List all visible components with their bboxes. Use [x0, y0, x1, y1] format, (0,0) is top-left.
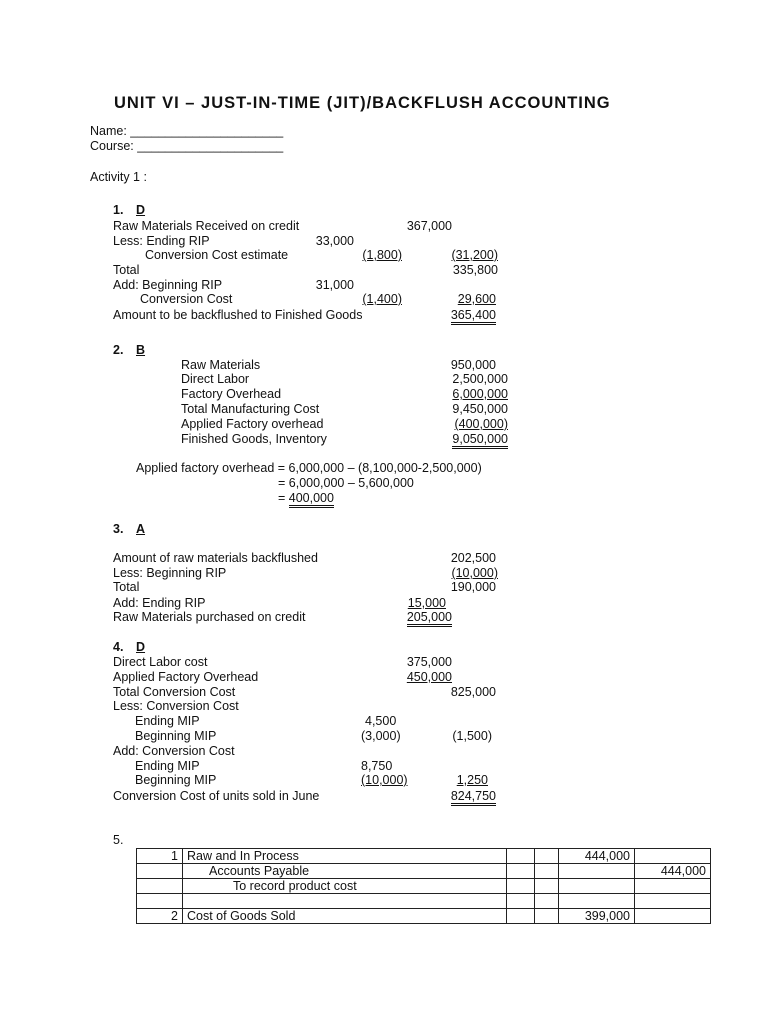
- empty-cell: [507, 879, 535, 894]
- q4-row-label: Beginning MIP: [135, 773, 217, 787]
- empty-cell: [507, 864, 535, 879]
- q4-row-value: 4,500: [365, 714, 397, 728]
- q2-computation-result: 400,000: [289, 491, 334, 508]
- q4-row-value: 1,250: [456, 773, 488, 787]
- q4-row-label: Add: Conversion Cost: [113, 744, 235, 758]
- q3-answer: A: [136, 522, 146, 536]
- empty-cell: [535, 894, 559, 909]
- empty-cell: [535, 864, 559, 879]
- account-name: [183, 894, 507, 909]
- q2-row-label: Finished Goods, Inventory: [181, 432, 327, 446]
- q1-answer: D: [136, 203, 146, 217]
- q4-row-value: (1,500): [452, 729, 492, 743]
- q2-row-value: 2,500,000: [452, 372, 508, 386]
- table-row: [137, 909, 711, 924]
- q1-number: 1.: [113, 203, 124, 217]
- q1-row-value: 29,600: [457, 292, 496, 306]
- q1-row-label: Add: Beginning RIP: [113, 278, 223, 292]
- entry-number: 1: [137, 849, 183, 864]
- account-name: Cost of Goods Sold: [183, 909, 507, 924]
- account-name: Accounts Payable: [183, 864, 507, 879]
- q4-row-label: Beginning MIP: [135, 729, 217, 743]
- q4-row-label: Total Conversion Cost: [113, 685, 236, 699]
- account-name: To record product cost: [183, 879, 507, 894]
- q3-row-value: (10,000): [451, 566, 498, 580]
- q1-row-value: 31,000: [315, 278, 354, 292]
- entry-number: [137, 879, 183, 894]
- q4-row-value: (3,000): [361, 729, 401, 743]
- q2-row-label: Raw Materials: [181, 358, 261, 372]
- q1-row-label: Amount to be backflushed to Finished Goods: [113, 308, 363, 322]
- q1-row-label: Less: Ending RIP: [113, 234, 210, 248]
- q4-row-value: 824,750: [451, 789, 496, 806]
- q3-row-label: Total: [113, 580, 140, 594]
- q1-row-value: 365,400: [451, 308, 496, 325]
- q4-row-value: (10,000): [361, 773, 408, 787]
- q3-row-label: Less: Beginning RIP: [113, 566, 227, 580]
- q2-row-value: 950,000: [450, 358, 496, 372]
- debit-amount: [559, 894, 635, 909]
- q4-row-label: Applied Factory Overhead: [113, 670, 259, 684]
- q4-row-value: 825,000: [450, 685, 496, 699]
- q4-row-label: Direct Labor cost: [113, 655, 208, 669]
- q3-row-value: 190,000: [450, 580, 496, 594]
- q1-row-value: 367,000: [406, 219, 452, 233]
- q2-number: 2.: [113, 343, 124, 357]
- q1-row-value: (1,400): [362, 292, 402, 306]
- credit-amount: [635, 879, 711, 894]
- q1-row-value: 33,000: [315, 234, 354, 248]
- entry-number: 2: [137, 909, 183, 924]
- q2-row-value: (400,000): [454, 417, 508, 431]
- q2-computation-line: Applied factory overhead = 6,000,000 – (8,100,000-2,500,000): [136, 461, 482, 475]
- activity-label: Activity 1 :: [90, 170, 147, 184]
- q1-row-label: Conversion Cost estimate: [145, 248, 289, 262]
- table-row: [137, 864, 711, 879]
- q1-row-label: Raw Materials Received on credit: [113, 219, 300, 233]
- empty-cell: [535, 879, 559, 894]
- q5-number: 5.: [113, 833, 124, 847]
- q4-row-label: Less: Conversion Cost: [113, 699, 239, 713]
- q4-row-label: Conversion Cost of units sold in June: [113, 789, 320, 803]
- debit-amount: 399,000: [559, 909, 635, 924]
- course-field: Course: _____________________: [90, 139, 284, 153]
- credit-amount: [635, 909, 711, 924]
- q3-row-value: 202,500: [450, 551, 496, 565]
- empty-cell: [535, 909, 559, 924]
- q3-row-label: Add: Ending RIP: [113, 596, 206, 610]
- q1-row-value: 335,800: [452, 263, 498, 277]
- q2-row-label: Direct Labor: [181, 372, 250, 386]
- debit-amount: [559, 879, 635, 894]
- table-row: [137, 849, 711, 864]
- journal-entry-table: [136, 848, 711, 924]
- q2-row-value: 9,450,000: [452, 402, 508, 416]
- q4-row-value: 375,000: [406, 655, 452, 669]
- table-row: [137, 894, 711, 909]
- q3-row-label: Amount of raw materials backflushed: [113, 551, 318, 565]
- empty-cell: [507, 849, 535, 864]
- q1-row-label: Conversion Cost: [140, 292, 233, 306]
- q3-row-value: 15,000: [407, 596, 446, 610]
- page-title: UNIT VI – JUST-IN-TIME (JIT)/BACKFLUSH ACCOUNTING: [114, 94, 611, 112]
- q3-row-label: Raw Materials purchased on credit: [113, 610, 306, 624]
- name-field: Name: ______________________: [90, 124, 284, 138]
- empty-cell: [507, 894, 535, 909]
- q1-row-label: Total: [113, 263, 140, 277]
- credit-amount: [635, 894, 711, 909]
- debit-amount: 444,000: [559, 849, 635, 864]
- q3-row-value: 205,000: [407, 610, 452, 627]
- empty-cell: [535, 849, 559, 864]
- q3-number: 3.: [113, 522, 124, 536]
- q2-computation-line: = 6,000,000 – 5,600,000: [278, 476, 414, 490]
- entry-number: [137, 864, 183, 879]
- empty-cell: [507, 909, 535, 924]
- q4-row-label: Ending MIP: [135, 714, 200, 728]
- q2-row-value: 6,000,000: [452, 387, 508, 401]
- q2-row-label: Applied Factory overhead: [181, 417, 324, 431]
- q4-row-value: 8,750: [361, 759, 393, 773]
- q4-row-label: Ending MIP: [135, 759, 200, 773]
- q2-row-label: Total Manufacturing Cost: [181, 402, 320, 416]
- q2-computation-prefix: =: [278, 491, 289, 505]
- q4-number: 4.: [113, 640, 124, 654]
- q4-row-value: 450,000: [406, 670, 452, 684]
- q4-answer: D: [136, 640, 146, 654]
- q2-row-value: 9,050,000: [452, 432, 508, 449]
- account-name: Raw and In Process: [183, 849, 507, 864]
- credit-amount: [635, 849, 711, 864]
- debit-amount: [559, 864, 635, 879]
- q2-answer: B: [136, 343, 146, 357]
- entry-number: [137, 894, 183, 909]
- q2-row-label: Factory Overhead: [181, 387, 282, 401]
- q1-row-value: (1,800): [362, 248, 402, 262]
- credit-amount: 444,000: [635, 864, 711, 879]
- table-row: [137, 879, 711, 894]
- q1-row-value: (31,200): [451, 248, 498, 262]
